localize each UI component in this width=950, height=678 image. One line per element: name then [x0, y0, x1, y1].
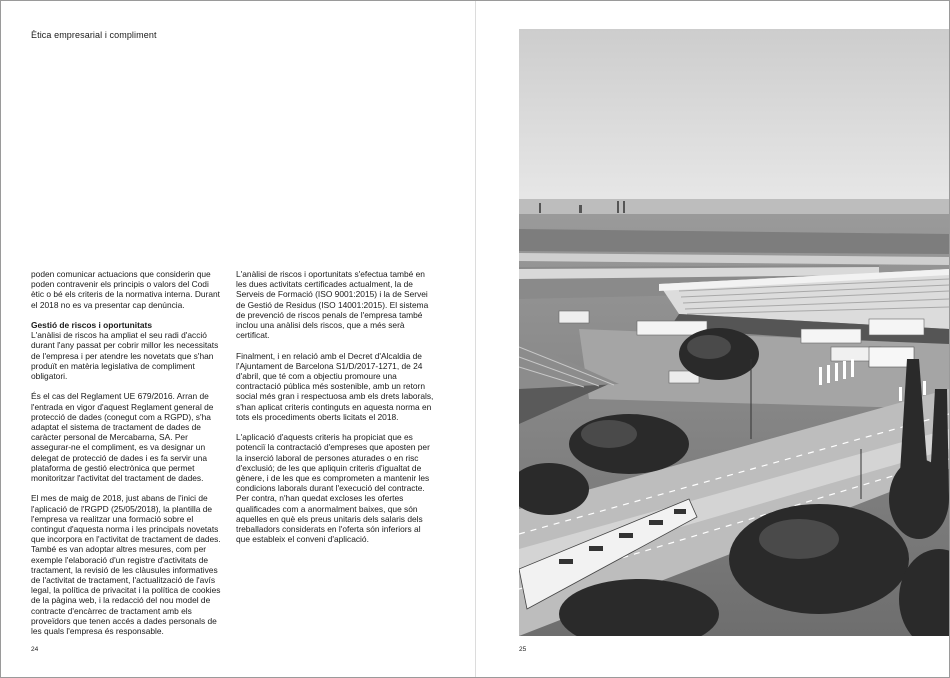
paragraph: És el cas del Reglament UE 679/2016. Arran de l'entrada en vigor d'aquest Reglament general de protecció de dades (conegut com a RGPD), s'ha adaptat el sistema de tractament de dades de caràcter personal de Mercabarna, SA. Per assegurar-ne el compliment, es va designar un delegat de protecció de dades i es fa servir una plataforma de gestió electrònica que permet monitoritzar l'activitat del tractament de dades. — [31, 391, 214, 484]
paragraph: L'anàlisi de riscos ha ampliat el seu radi d'acció durant l'any passat per cobrir millor les necessitats de l'empresa i per atendre les novetats que s'han produït en matèria legislativa de compliment obligatori. — [31, 330, 219, 382]
section-block — [31, 320, 223, 381]
paragraph: Finalment, i en relació amb el Decret d'Alcaldia de l'Ajuntament de Barcelona S1/D/2017-1271, de 24 d'abril, que té com a objectiu promoure una contractació pública més sostenible, amb un retorn social més gran i respectuosa amb els drets laborals, s'han aplicat criteris continguts en aquesta norma en tots els procediments oberts licitats el 2018. — [236, 350, 434, 422]
text-column-right — [236, 269, 434, 555]
text-column-left — [31, 269, 223, 646]
page-number-right: 25 — [519, 646, 527, 653]
paragraph: L'aplicació d'aquests criteris ha propiciat que es potenciï la contractació d'empreses que aposten per la inserció laboral de persones aturades o en risc d'exclusió; de les que apliquin criteris d'igualtat de gènere, i de les que es comprometen a mantenir les condicions laborals durant l'execució del contracte. Per contra, n'han quedat excloses les ofertes qualificades com a anormalment baixes, que són aquelles en què els preus unitaris dels salaris dels treballadors considerats en l'oferta són inferiors al que estableix el conveni d'aplicació. — [236, 432, 430, 545]
page-number-left: 24 — [31, 646, 39, 653]
running-head: Ètica empresarial i compliment — [31, 30, 157, 40]
page-gutter — [475, 1, 476, 677]
section-heading: Gestió de riscos i oportunitats — [31, 320, 152, 330]
aerial-market-photo-icon — [519, 29, 949, 636]
paragraph: poden comunicar actuacions que considerin que poden contravenir els principis o valors del Codi ètic o bé els criteris de la normativa interna. Durant el 2018 no es va presentar cap denúncia. — [31, 269, 220, 310]
paragraph: L'anàlisi de riscos i oportunitats s'efectua també en les dues activitats certificades actualment, la de Serveis de Formació (ISO 9001:2015) i la de Servei de Gestió de Residus (ISO 14001:2015). El sistema de prevenció de riscos penals de l'empresa també inclou una anàlisi dels riscos, que a més serà certificat. — [236, 269, 429, 341]
paragraph: El mes de maig de 2018, just abans de l'inici de l'aplicació de l'RGPD (25/05/2018), la plantilla de l'empresa va realitzar una formació sobre el contingut d'aquesta norma i les principals novetats que incorpora en l'activitat de tractament de dades. També es van adoptar altres mesures, com per exemple l'elaboració d'un registre d'activitats de tractament, la revisió de les clàusules informatives de l'activitat de tractament, l'actualització de l'avís legal, la política de privacitat i la política de cookies de la pàgina web, i la redacció del nou model de contracte d'encàrrec de tractament amb els proveïdors que tenen accés a dades personals de les quals l'empresa és responsable. — [31, 493, 221, 637]
